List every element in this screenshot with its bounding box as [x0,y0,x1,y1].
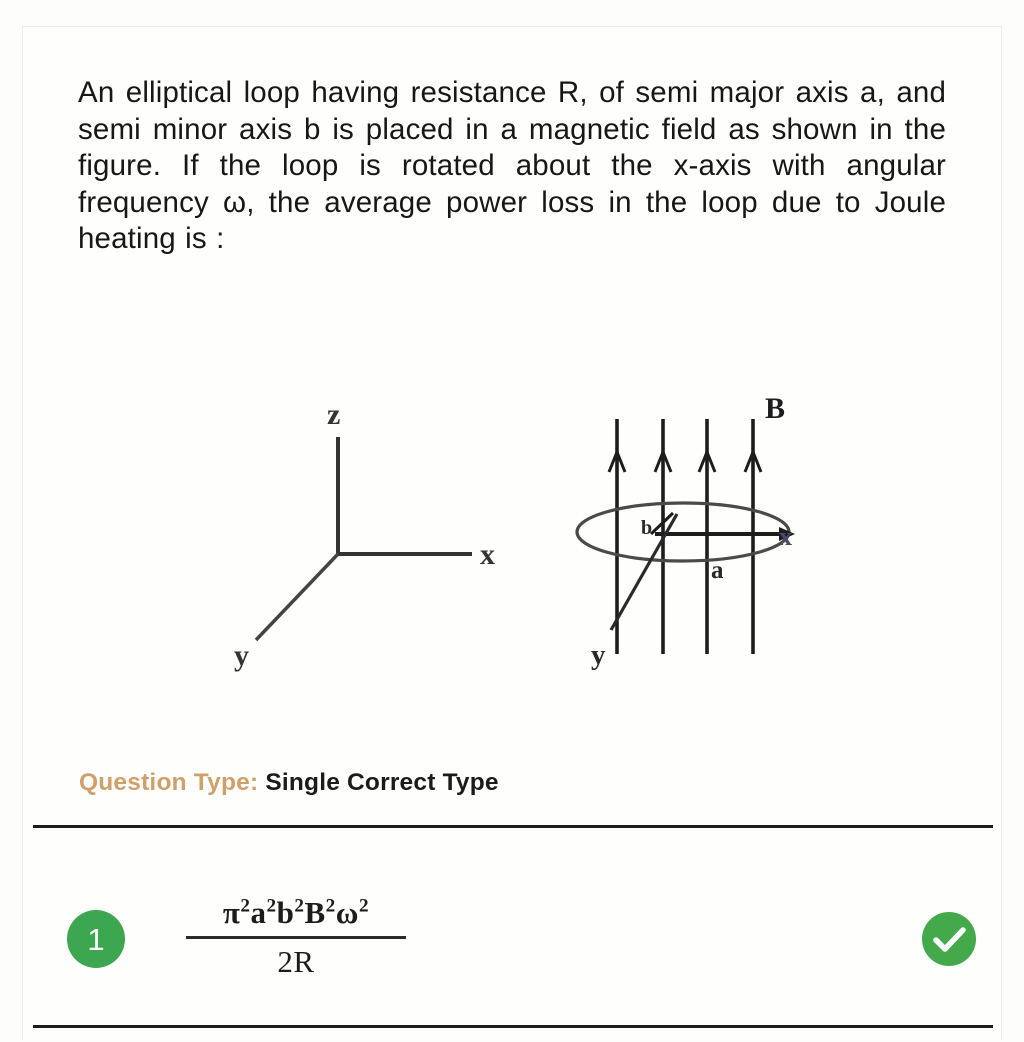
formula-denominator: 2R [277,943,315,979]
magnetic-field-lines [609,419,761,654]
fraction-bar [186,936,406,939]
option-formula [186,895,406,980]
coordinate-axes-diagram [208,382,528,682]
question-type [79,769,499,797]
divider-below-options [33,1025,993,1028]
question-type-value: Single Correct Type [265,769,499,796]
axes-label-x: x [480,538,495,571]
loop-label-x: x [779,522,792,551]
option-row-1[interactable] [23,847,1003,1017]
elliptical-loop-diagram [533,382,833,682]
figure-area [23,382,1003,702]
divider-above-options [33,825,993,828]
axes-label-z: z [327,398,341,431]
option-number-badge[interactable]: 1 [67,910,125,968]
loop-label-b: b [641,517,653,539]
question-statement: An elliptical loop having resistance R, of semi major axis a, and semi minor axis b is placed in a magnetic field as shown in the figure. If the loop is rotated about the x-axis with angular frequency ω, the average power loss in the loop due to Joule heating is : [78,76,946,255]
formula-numerator: $\pi^2a^2b^2B^2\omega^2$ [222,895,370,930]
axes-label-y: y [234,639,249,672]
question-card [22,26,1002,1040]
loop-x-axis [655,527,795,541]
loop-label-B: B [765,392,786,425]
loop-label-a: a [711,557,724,584]
question-type-label: Question Type: [79,769,259,796]
loop-label-y: y [591,639,606,671]
check-circle-icon [919,909,979,969]
